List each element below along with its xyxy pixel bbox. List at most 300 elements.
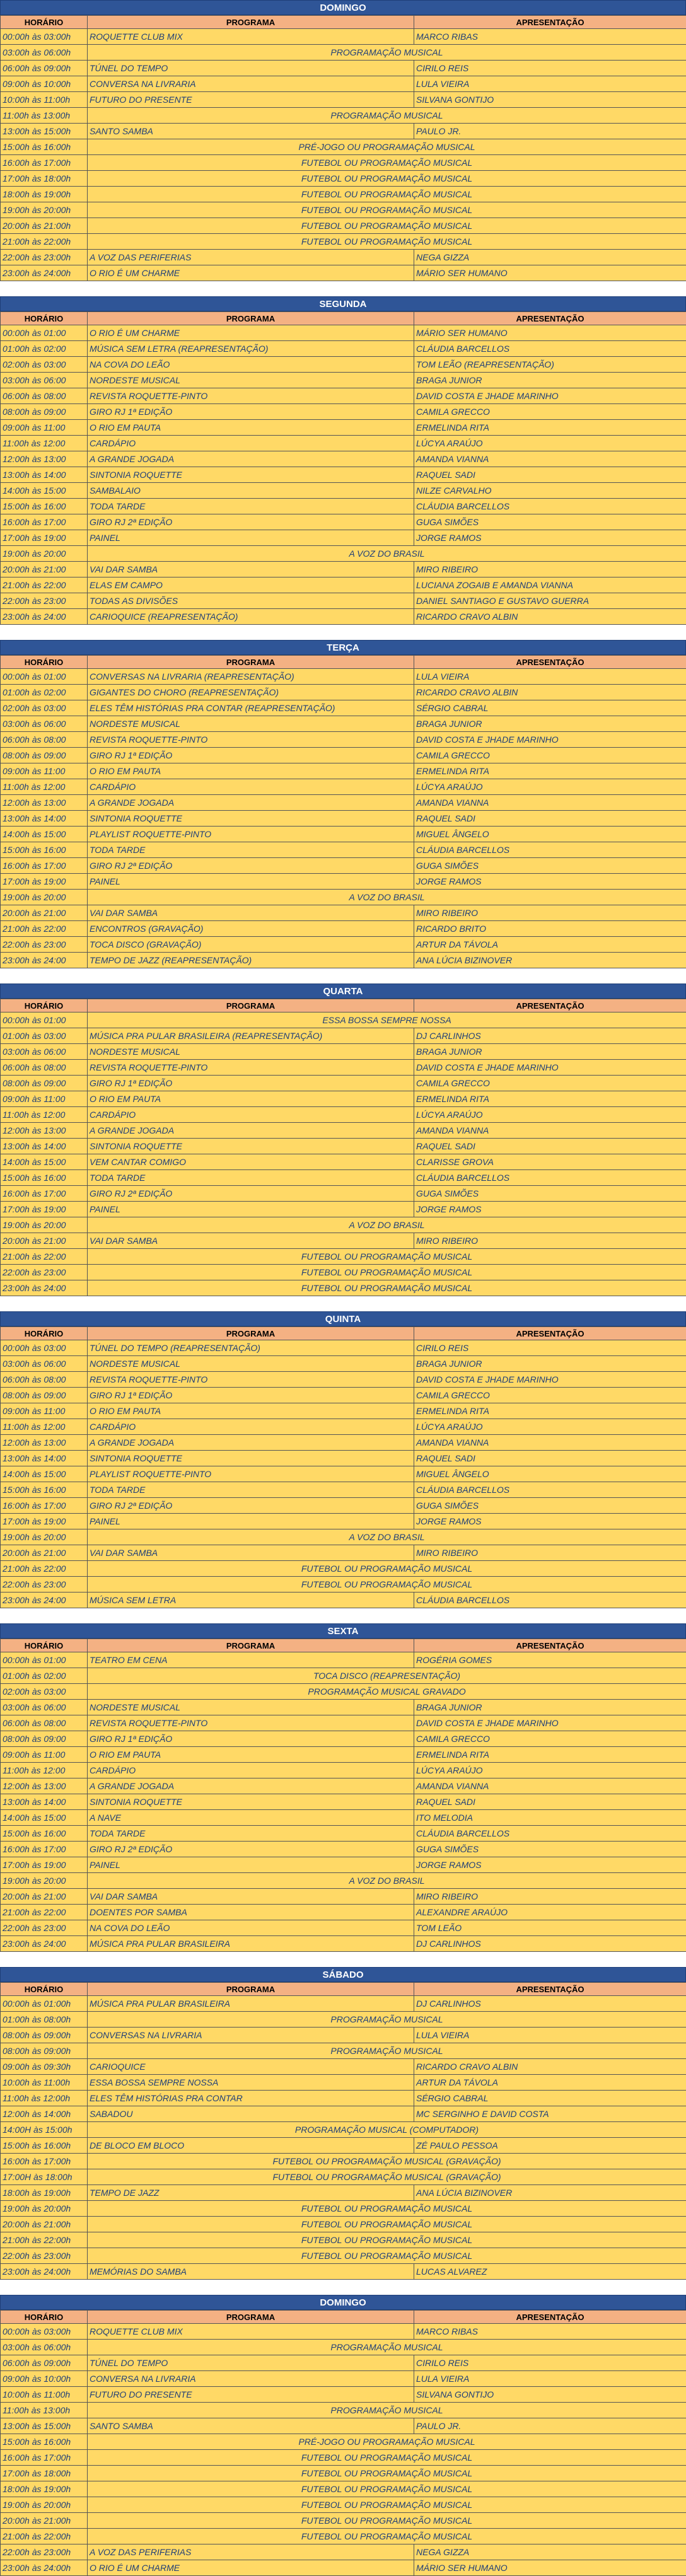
- table-row: [1, 2418, 686, 2434]
- presenter-cell: CLÁUDIA BARCELLOS: [414, 1826, 686, 1842]
- presenter-cell: MIGUEL ÂNGELO: [414, 1466, 686, 1482]
- presenter-cell: RICARDO CRAVO ALBIN: [414, 2059, 686, 2075]
- presenter-cell: GUGA SIMÕES: [414, 514, 686, 530]
- presenter-cell: LÚCYA ARAÚJO: [414, 1763, 686, 1778]
- time-cell: 17:00h às 19:00: [1, 1202, 88, 1217]
- table-row: [1, 1593, 686, 1608]
- program-cell: TODA TARDE: [88, 1482, 414, 1498]
- presenter-cell: ERMELINDA RITA: [414, 420, 686, 436]
- presenter-cell: MC SERGINHO E DAVID COSTA: [414, 2106, 686, 2122]
- table-row: [1, 29, 686, 45]
- time-cell: 16:00h às 17:00: [1, 514, 88, 530]
- presenter-cell: CAMILA GRECCO: [414, 1388, 686, 1403]
- time-cell: 06:00h às 08:00: [1, 732, 88, 748]
- time-cell: 22:00h às 23:00h: [1, 2248, 88, 2264]
- presenter-cell: BRAGA JUNIOR: [414, 1044, 686, 1060]
- time-cell: 09:00h às 11:00: [1, 1747, 88, 1763]
- time-cell: 00:00h às 01:00: [1, 325, 88, 341]
- presenter-cell: LÚCYA ARAÚJO: [414, 779, 686, 795]
- table-row: [1, 1545, 686, 1561]
- program-cell: TODA TARDE: [88, 1826, 414, 1842]
- presenter-cell: AMANDA VIANNA: [414, 1123, 686, 1139]
- table-row: [1, 202, 686, 218]
- column-header-apresentacao: APRESENTAÇÃO: [414, 1983, 686, 1996]
- presenter-cell: ALEXANDRE ARAÚJO: [414, 1905, 686, 1920]
- program-cell: VAI DAR SAMBA: [88, 1889, 414, 1905]
- program-cell: NA COVA DO LEÃO: [88, 1920, 414, 1936]
- program-cell: FUTEBOL OU PROGRAMAÇÃO MUSICAL: [88, 2497, 686, 2513]
- table-row: [1, 2232, 686, 2248]
- time-cell: 14:00h às 15:00: [1, 483, 88, 499]
- program-cell: PAINEL: [88, 1202, 414, 1217]
- time-cell: 03:00h às 06:00: [1, 1356, 88, 1372]
- column-header-horario: HORÁRIO: [1, 16, 88, 29]
- time-cell: 08:00h às 09:00: [1, 1731, 88, 1747]
- program-cell: A NAVE: [88, 1810, 414, 1826]
- table-row: [1, 2403, 686, 2418]
- table-row: [1, 451, 686, 467]
- program-cell: FUTEBOL OU PROGRAMAÇÃO MUSICAL: [88, 2481, 686, 2497]
- section-gap: [0, 968, 686, 983]
- program-cell: SANTO SAMBA: [88, 2418, 414, 2434]
- program-cell: PROGRAMAÇÃO MUSICAL: [88, 2403, 686, 2418]
- column-header-programa: PROGRAMA: [88, 312, 414, 325]
- table-header-row: [1, 656, 686, 669]
- time-cell: 00:00h às 01:00: [1, 1652, 88, 1668]
- table-row: [1, 1652, 686, 1668]
- time-cell: 11:00h às 12:00: [1, 1419, 88, 1435]
- program-cell: FUTEBOL OU PROGRAMAÇÃO MUSICAL: [88, 155, 686, 171]
- program-cell: FUTEBOL OU PROGRAMAÇÃO MUSICAL: [88, 2529, 686, 2544]
- column-header-horario: HORÁRIO: [1, 999, 88, 1012]
- time-cell: 12:00h às 14:00h: [1, 2106, 88, 2122]
- program-cell: PLAYLIST ROQUETTE-PINTO: [88, 1466, 414, 1482]
- time-cell: 08:00h às 09:00h: [1, 2043, 88, 2059]
- table-row: [1, 2185, 686, 2201]
- program-cell: PRÉ-JOGO OU PROGRAMAÇÃO MUSICAL: [88, 2434, 686, 2450]
- program-cell: FUTEBOL OU PROGRAMAÇÃO MUSICAL: [88, 234, 686, 250]
- column-header-apresentacao: APRESENTAÇÃO: [414, 999, 686, 1012]
- table-row: [1, 1561, 686, 1577]
- program-cell: A VOZ DO BRASIL: [88, 1217, 686, 1233]
- program-cell: ELAS EM CAMPO: [88, 577, 414, 593]
- table-row: [1, 2154, 686, 2169]
- time-cell: 09:00h às 10:00h: [1, 2371, 88, 2387]
- table-row: [1, 483, 686, 499]
- time-cell: 16:00h às 17:00h: [1, 155, 88, 171]
- table-row: [1, 1842, 686, 1857]
- table-row: [1, 234, 686, 250]
- presenter-cell: TOM LEÃO: [414, 1920, 686, 1936]
- time-cell: 21:00h às 22:00: [1, 1249, 88, 1265]
- section-gap: [0, 1952, 686, 1967]
- time-cell: 09:00h às 09:30h: [1, 2059, 88, 2075]
- table-row: [1, 2043, 686, 2059]
- time-cell: 08:00h às 09:00: [1, 1076, 88, 1091]
- time-cell: 10:00h às 11:00h: [1, 2387, 88, 2403]
- time-cell: 00:00h às 03:00: [1, 1340, 88, 1356]
- table-row: [1, 1763, 686, 1778]
- day-section: [0, 983, 686, 1296]
- time-cell: 14:00h às 15:00: [1, 1154, 88, 1170]
- time-cell: 16:00h às 17:00h: [1, 2154, 88, 2169]
- table-row: [1, 1826, 686, 1842]
- program-cell: PLAYLIST ROQUETTE-PINTO: [88, 827, 414, 842]
- program-cell: SINTONIA ROQUETTE: [88, 1794, 414, 1810]
- time-cell: 20:00h às 21:00h: [1, 218, 88, 234]
- schedule-table: [0, 311, 686, 625]
- time-cell: 14:00h às 15:00: [1, 1810, 88, 1826]
- presenter-cell: GUGA SIMÕES: [414, 858, 686, 874]
- time-cell: 06:00h às 09:00h: [1, 2355, 88, 2371]
- table-row: [1, 139, 686, 155]
- table-row: [1, 250, 686, 265]
- program-cell: FUTEBOL OU PROGRAMAÇÃO MUSICAL: [88, 1249, 686, 1265]
- program-cell: SABADOU: [88, 2106, 414, 2122]
- table-row: [1, 2450, 686, 2466]
- time-cell: 14:00h às 15:00: [1, 827, 88, 842]
- time-cell: 11:00h às 12:00: [1, 1107, 88, 1123]
- column-header-programa: PROGRAMA: [88, 1639, 414, 1652]
- time-cell: 02:00h às 03:00: [1, 357, 88, 373]
- day-title: QUARTA: [0, 983, 686, 999]
- table-row: [1, 1451, 686, 1466]
- table-row: [1, 1028, 686, 1044]
- table-row: [1, 124, 686, 139]
- program-cell: FUTEBOL OU PROGRAMAÇÃO MUSICAL: [88, 2450, 686, 2466]
- table-row: [1, 1388, 686, 1403]
- schedule-table: [0, 999, 686, 1296]
- program-cell: MÚSICA PRA PULAR BRASILEIRA: [88, 1936, 414, 1952]
- presenter-cell: DAVID COSTA E JHADE MARINHO: [414, 732, 686, 748]
- schedule-table: [0, 1326, 686, 1608]
- program-cell: GIRO RJ 1ª EDIÇÃO: [88, 1731, 414, 1747]
- program-cell: SAMBALAIO: [88, 483, 414, 499]
- program-cell: GIRO RJ 2ª EDIÇÃO: [88, 1498, 414, 1514]
- program-cell: TEMPO DE JAZZ: [88, 2185, 414, 2201]
- presenter-cell: JORGE RAMOS: [414, 530, 686, 546]
- presenter-cell: MÁRIO SER HUMANO: [414, 2560, 686, 2576]
- presenter-cell: SÉRGIO CABRAL: [414, 700, 686, 716]
- presenter-cell: CLARISSE GROVA: [414, 1154, 686, 1170]
- table-row: [1, 1044, 686, 1060]
- program-cell: A GRANDE JOGADA: [88, 1778, 414, 1794]
- program-cell: CARDÁPIO: [88, 1763, 414, 1778]
- program-cell: SANTO SAMBA: [88, 124, 414, 139]
- time-cell: 15:00h às 16:00: [1, 842, 88, 858]
- program-cell: ELES TÊM HISTÓRIAS PRA CONTAR: [88, 2091, 414, 2106]
- presenter-cell: ROGÉRIA GOMES: [414, 1652, 686, 1668]
- time-cell: 03:00h às 06:00: [1, 1044, 88, 1060]
- table-row: [1, 2106, 686, 2122]
- table-row: [1, 1857, 686, 1873]
- column-header-programa: PROGRAMA: [88, 2311, 414, 2324]
- table-row: [1, 685, 686, 700]
- program-cell: A VOZ DO BRASIL: [88, 1529, 686, 1545]
- table-row: [1, 779, 686, 795]
- time-cell: 09:00h às 11:00: [1, 1091, 88, 1107]
- program-cell: CARDÁPIO: [88, 1107, 414, 1123]
- time-cell: 13:00h às 14:00: [1, 1794, 88, 1810]
- time-cell: 13:00h às 14:00: [1, 467, 88, 483]
- time-cell: 22:00h às 23:00h: [1, 2544, 88, 2560]
- day-section: [0, 296, 686, 625]
- time-cell: 10:00h às 11:00h: [1, 2075, 88, 2091]
- presenter-cell: ARTUR DA TÁVOLA: [414, 2075, 686, 2091]
- time-cell: 19:00h às 20:00: [1, 1529, 88, 1545]
- presenter-cell: LUCAS ALVAREZ: [414, 2264, 686, 2280]
- column-header-horario: HORÁRIO: [1, 656, 88, 669]
- table-row: [1, 811, 686, 827]
- program-cell: TÚNEL DO TEMPO (REAPRESENTAÇÃO): [88, 1340, 414, 1356]
- time-cell: 11:00h às 12:00h: [1, 2091, 88, 2106]
- table-header-row: [1, 312, 686, 325]
- table-row: [1, 1012, 686, 1028]
- table-row: [1, 921, 686, 937]
- day-title: TERÇA: [0, 640, 686, 655]
- table-row: [1, 341, 686, 357]
- table-row: [1, 1186, 686, 1202]
- program-cell: FUTEBOL OU PROGRAMAÇÃO MUSICAL: [88, 1577, 686, 1593]
- table-row: [1, 420, 686, 436]
- program-cell: PRÉ-JOGO OU PROGRAMAÇÃO MUSICAL: [88, 139, 686, 155]
- presenter-cell: MIRO RIBEIRO: [414, 562, 686, 577]
- day-section: [0, 0, 686, 281]
- program-cell: FUTURO DO PRESENTE: [88, 2387, 414, 2403]
- program-cell: TEATRO EM CENA: [88, 1652, 414, 1668]
- time-cell: 23:00h às 24:00: [1, 609, 88, 625]
- time-cell: 11:00h às 13:00h: [1, 108, 88, 124]
- table-row: [1, 795, 686, 811]
- program-cell: ENCONTROS (GRAVAÇÃO): [88, 921, 414, 937]
- table-row: [1, 92, 686, 108]
- table-row: [1, 1668, 686, 1684]
- table-row: [1, 2560, 686, 2576]
- presenter-cell: BRAGA JUNIOR: [414, 1700, 686, 1715]
- time-cell: 22:00h às 23:00h: [1, 250, 88, 265]
- time-cell: 20:00h às 21:00h: [1, 2217, 88, 2232]
- column-header-horario: HORÁRIO: [1, 2311, 88, 2324]
- presenter-cell: JORGE RAMOS: [414, 874, 686, 890]
- day-section: [0, 1311, 686, 1608]
- presenter-cell: LUCIANA ZOGAIB E AMANDA VIANNA: [414, 577, 686, 593]
- time-cell: 16:00h às 17:00h: [1, 2450, 88, 2466]
- table-row: [1, 748, 686, 763]
- program-cell: PAINEL: [88, 530, 414, 546]
- table-row: [1, 187, 686, 202]
- program-cell: SINTONIA ROQUETTE: [88, 1451, 414, 1466]
- program-cell: MÚSICA PRA PULAR BRASILEIRA: [88, 1996, 414, 2012]
- table-row: [1, 357, 686, 373]
- program-cell: O RIO EM PAUTA: [88, 763, 414, 779]
- presenter-cell: AMANDA VIANNA: [414, 451, 686, 467]
- table-row: [1, 1107, 686, 1123]
- time-cell: 06:00h às 08:00: [1, 1060, 88, 1076]
- time-cell: 12:00h às 13:00: [1, 1435, 88, 1451]
- presenter-cell: CLÁUDIA BARCELLOS: [414, 341, 686, 357]
- program-cell: FUTEBOL OU PROGRAMAÇÃO MUSICAL (GRAVAÇÃO): [88, 2154, 686, 2169]
- table-row: [1, 577, 686, 593]
- program-cell: PROGRAMAÇÃO MUSICAL (COMPUTADOR): [88, 2122, 686, 2138]
- program-cell: FUTEBOL OU PROGRAMAÇÃO MUSICAL: [88, 218, 686, 234]
- program-cell: CONVERSA NA LIVRARIA: [88, 2371, 414, 2387]
- program-cell: NORDESTE MUSICAL: [88, 1044, 414, 1060]
- program-cell: PAINEL: [88, 1857, 414, 1873]
- column-header-programa: PROGRAMA: [88, 1327, 414, 1340]
- presenter-cell: CLÁUDIA BARCELLOS: [414, 499, 686, 514]
- table-row: [1, 218, 686, 234]
- presenter-cell: CAMILA GRECCO: [414, 748, 686, 763]
- program-cell: FUTEBOL OU PROGRAMAÇÃO MUSICAL: [88, 2217, 686, 2232]
- column-header-horario: HORÁRIO: [1, 312, 88, 325]
- presenter-cell: DAVID COSTA E JHADE MARINHO: [414, 1372, 686, 1388]
- time-cell: 15:00h às 16:00: [1, 1826, 88, 1842]
- time-cell: 15:00h às 16:00: [1, 499, 88, 514]
- time-cell: 00:00h às 01:00h: [1, 1996, 88, 2012]
- table-row: [1, 2122, 686, 2138]
- presenter-cell: ERMELINDA RITA: [414, 1403, 686, 1419]
- time-cell: 18:00h às 19:00h: [1, 2481, 88, 2497]
- time-cell: 15:00h às 16:00h: [1, 2138, 88, 2154]
- table-row: [1, 1123, 686, 1139]
- presenter-cell: RICARDO CRAVO ALBIN: [414, 685, 686, 700]
- column-header-apresentacao: APRESENTAÇÃO: [414, 16, 686, 29]
- column-header-apresentacao: APRESENTAÇÃO: [414, 2311, 686, 2324]
- day-title: QUINTA: [0, 1311, 686, 1326]
- program-cell: FUTEBOL OU PROGRAMAÇÃO MUSICAL: [88, 2201, 686, 2217]
- program-cell: TODAS AS DIVISÕES: [88, 593, 414, 609]
- table-row: [1, 171, 686, 187]
- time-cell: 21:00h às 22:00: [1, 921, 88, 937]
- table-row: [1, 937, 686, 953]
- table-row: [1, 1372, 686, 1388]
- program-cell: CARDÁPIO: [88, 1419, 414, 1435]
- program-cell: A GRANDE JOGADA: [88, 1435, 414, 1451]
- program-cell: CONVERSA NA LIVRARIA: [88, 76, 414, 92]
- day-title: SEGUNDA: [0, 296, 686, 311]
- program-cell: CARDÁPIO: [88, 779, 414, 795]
- time-cell: 23:00h às 24:00: [1, 953, 88, 968]
- table-row: [1, 1403, 686, 1419]
- time-cell: 22:00h às 23:00: [1, 1265, 88, 1280]
- presenter-cell: ERMELINDA RITA: [414, 763, 686, 779]
- table-row: [1, 732, 686, 748]
- table-row: [1, 2434, 686, 2450]
- table-row: [1, 1577, 686, 1593]
- table-row: [1, 1139, 686, 1154]
- time-cell: 01:00h às 02:00: [1, 685, 88, 700]
- presenter-cell: LULA VIEIRA: [414, 2028, 686, 2043]
- program-cell: TOCA DISCO (REAPRESENTAÇÃO): [88, 1668, 686, 1684]
- program-cell: PROGRAMAÇÃO MUSICAL: [88, 108, 686, 124]
- program-cell: A VOZ DO BRASIL: [88, 890, 686, 905]
- presenter-cell: RICARDO CRAVO ALBIN: [414, 609, 686, 625]
- time-cell: 00:00h às 03:00h: [1, 29, 88, 45]
- table-row: [1, 1715, 686, 1731]
- time-cell: 13:00h às 15:00h: [1, 2418, 88, 2434]
- program-cell: A VOZ DAS PERIFERIAS: [88, 250, 414, 265]
- table-row: [1, 1529, 686, 1545]
- program-cell: SINTONIA ROQUETTE: [88, 1139, 414, 1154]
- time-cell: 19:00h às 20:00h: [1, 202, 88, 218]
- presenter-cell: PAULO JR.: [414, 124, 686, 139]
- time-cell: 21:00h às 22:00: [1, 1561, 88, 1577]
- time-cell: 19:00h às 20:00h: [1, 2497, 88, 2513]
- table-row: [1, 530, 686, 546]
- program-cell: TODA TARDE: [88, 1170, 414, 1186]
- table-row: [1, 2497, 686, 2513]
- time-cell: 23:00h às 24:00: [1, 1936, 88, 1952]
- time-cell: 17:00h às 19:00: [1, 874, 88, 890]
- program-cell: TEMPO DE JAZZ (REAPRESENTAÇÃO): [88, 953, 414, 968]
- time-cell: 06:00h às 08:00: [1, 1372, 88, 1388]
- program-cell: GIRO RJ 1ª EDIÇÃO: [88, 1388, 414, 1403]
- time-cell: 02:00h às 03:00: [1, 700, 88, 716]
- time-cell: 19:00h às 20:00: [1, 1873, 88, 1889]
- time-cell: 09:00h às 10:00h: [1, 76, 88, 92]
- time-cell: 23:00h às 24:00h: [1, 2264, 88, 2280]
- table-row: [1, 1060, 686, 1076]
- time-cell: 06:00h às 08:00: [1, 1715, 88, 1731]
- table-row: [1, 1076, 686, 1091]
- time-cell: 01:00h às 02:00: [1, 341, 88, 357]
- table-row: [1, 2387, 686, 2403]
- day-section: [0, 1967, 686, 2280]
- table-row: [1, 842, 686, 858]
- time-cell: 03:00h às 06:00h: [1, 2340, 88, 2355]
- program-cell: GIRO RJ 2ª EDIÇÃO: [88, 514, 414, 530]
- table-row: [1, 2217, 686, 2232]
- table-row: [1, 2028, 686, 2043]
- table-row: [1, 546, 686, 562]
- time-cell: 19:00h às 20:00h: [1, 2201, 88, 2217]
- program-cell: MÚSICA SEM LETRA (REAPRESENTAÇÃO): [88, 341, 414, 357]
- time-cell: 15:00h às 16:00h: [1, 139, 88, 155]
- program-cell: O RIO É UM CHARME: [88, 2560, 414, 2576]
- program-cell: GIRO RJ 2ª EDIÇÃO: [88, 1186, 414, 1202]
- section-gap: [0, 1296, 686, 1311]
- presenter-cell: CAMILA GRECCO: [414, 1731, 686, 1747]
- time-cell: 17:00h às 19:00: [1, 1514, 88, 1529]
- time-cell: 19:00h às 20:00: [1, 890, 88, 905]
- presenter-cell: CIRILO REIS: [414, 1340, 686, 1356]
- presenter-cell: ANA LÚCIA BIZINOVER: [414, 2185, 686, 2201]
- time-cell: 13:00h às 14:00: [1, 1139, 88, 1154]
- time-cell: 19:00h às 20:00: [1, 1217, 88, 1233]
- table-row: [1, 467, 686, 483]
- table-row: [1, 45, 686, 61]
- program-cell: CARDÁPIO: [88, 436, 414, 451]
- time-cell: 21:00h às 22:00: [1, 1905, 88, 1920]
- day-section: [0, 2295, 686, 2576]
- program-cell: FUTEBOL OU PROGRAMAÇÃO MUSICAL: [88, 171, 686, 187]
- time-cell: 11:00h às 13:00h: [1, 2403, 88, 2418]
- program-cell: FUTEBOL OU PROGRAMAÇÃO MUSICAL (GRAVAÇÃO): [88, 2169, 686, 2185]
- table-row: [1, 436, 686, 451]
- table-row: [1, 2513, 686, 2529]
- table-row: [1, 858, 686, 874]
- presenter-cell: RAQUEL SADI: [414, 811, 686, 827]
- table-row: [1, 1435, 686, 1451]
- table-row: [1, 1249, 686, 1265]
- table-row: [1, 700, 686, 716]
- program-cell: GIGANTES DO CHORO (REAPRESENTAÇÃO): [88, 685, 414, 700]
- time-cell: 23:00h às 24:00h: [1, 2560, 88, 2576]
- time-cell: 20:00h às 21:00h: [1, 2513, 88, 2529]
- table-row: [1, 2201, 686, 2217]
- program-cell: ESSA BOSSA SEMPRE NOSSA: [88, 2075, 414, 2091]
- table-row: [1, 562, 686, 577]
